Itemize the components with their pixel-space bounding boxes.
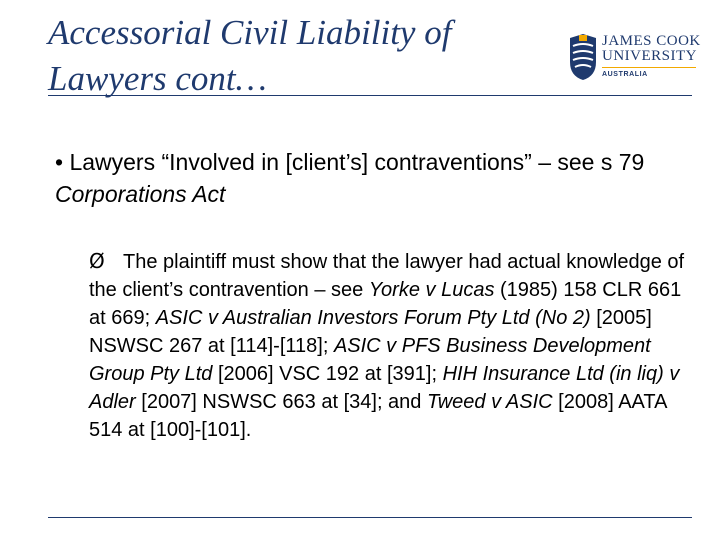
logo-country: AUSTRALIA — [602, 71, 648, 78]
case-citation: Yorke v Lucas — [368, 279, 495, 301]
slide-title-line-2: Lawyers cont… — [48, 59, 267, 98]
arrow-bullet-icon: Ø — [89, 249, 105, 273]
sub-bullet-segment: [2007] NSWSC 663 at [34]; and — [135, 391, 427, 413]
sub-bullet — [89, 247, 687, 444]
case-citation: ASIC v PFS Business Development Group Pty Ltd — [89, 335, 651, 385]
university-logo — [568, 32, 701, 84]
crest-icon — [568, 32, 598, 82]
logo-wordmark — [602, 34, 701, 64]
logo-name-line-2: UNIVERSITY — [602, 48, 697, 64]
sub-bullet-segment: [2008] AATA 514 at [100]-[101]. — [89, 391, 667, 441]
logo-divider — [602, 67, 696, 68]
sub-bullet-segment: [2005] NSWSC 267 at [114]-[118]; — [89, 307, 652, 357]
case-citation: HIH Insurance Ltd (in liq) v Adler — [89, 363, 680, 413]
sub-bullet-segment: The plaintiff must show that the lawyer had actual knowledge of the client’s contravention – see — [89, 251, 685, 301]
main-bullet-italic-text: Corporations Act — [55, 181, 226, 207]
main-bullet-text: Lawyers “Involved in [client’s] contraventions” – see s 79 — [63, 149, 645, 175]
title-divider — [48, 95, 692, 96]
case-citation: ASIC v Australian Investors Forum Pty Ltd (No 2) — [155, 307, 591, 329]
slide-title — [48, 10, 518, 102]
bullet-marker: • — [55, 149, 64, 175]
sub-bullet-text — [89, 251, 684, 441]
logo-name-line-1: JAMES COOK — [602, 33, 701, 49]
sub-bullet-segment: (1985) 158 CLR 661 at 669; — [89, 279, 682, 329]
case-citation: Tweed v ASIC — [426, 391, 553, 413]
slide-title-line-1: Accessorial Civil Liability of — [48, 13, 452, 52]
sub-bullet-segment: [2006] VSC 192 at [391]; — [212, 363, 443, 385]
main-bullet — [55, 146, 695, 210]
footer-divider — [48, 517, 692, 518]
